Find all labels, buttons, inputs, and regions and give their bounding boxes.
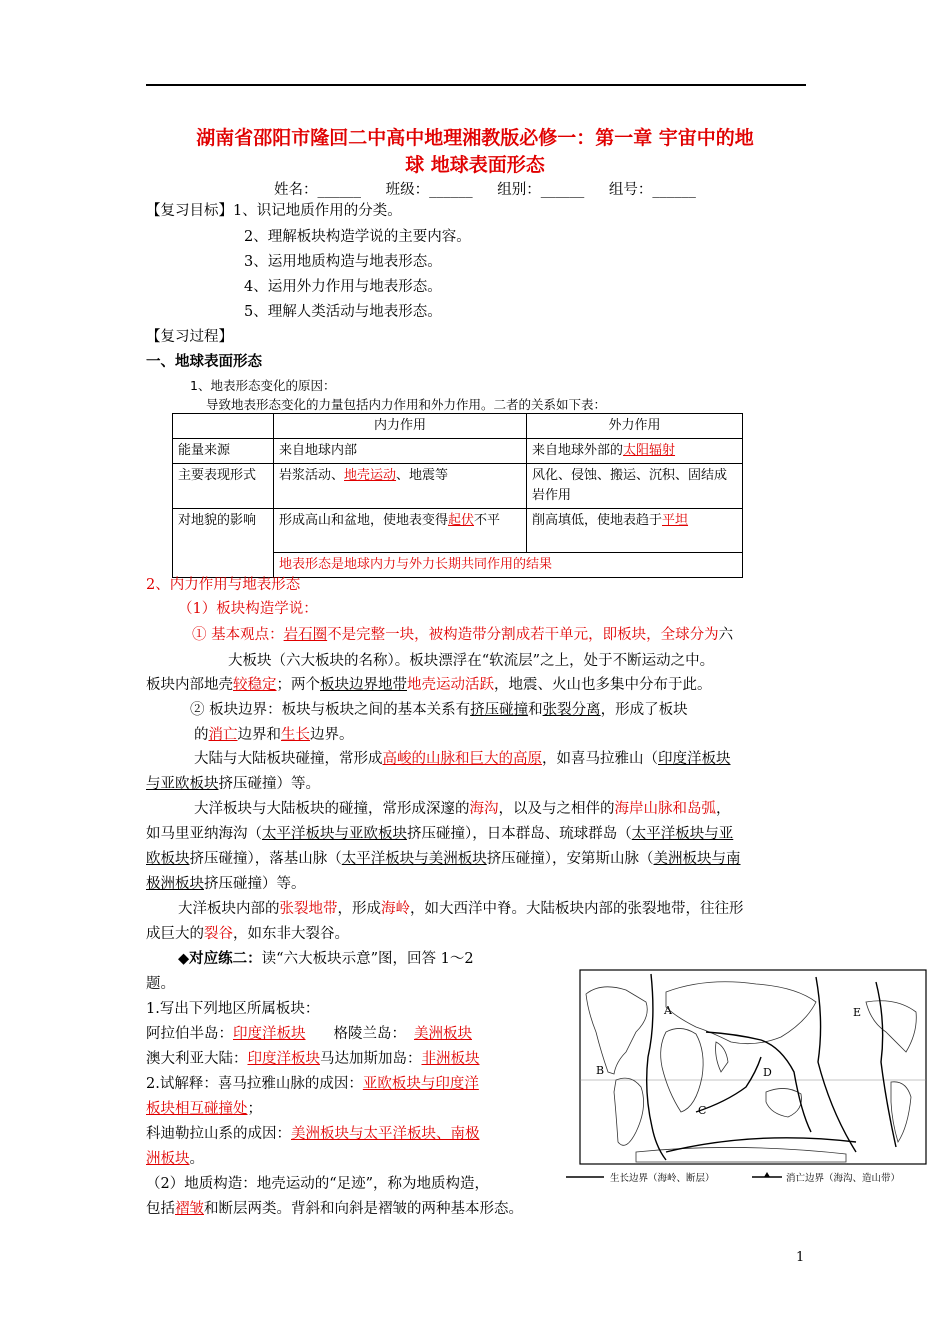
exercise-answer-line: 板块相互碰撞处； [146, 1101, 262, 1117]
answer-text: 美洲板块 [414, 1026, 472, 1042]
paragraph-line: 大陆与大陆板块碰撞，常形成高峻的山脉和巨大的高原，如喜马拉雅山（印度洋板块 [194, 751, 731, 767]
plate-label-b: B [596, 1064, 605, 1077]
process-label: 【复习过程】 [146, 329, 233, 345]
answer-text: 洲板块 [146, 1151, 190, 1167]
inner-cell: 来自地球内部 [274, 439, 527, 464]
plate-map [556, 962, 932, 1192]
exercise-answer-line: 2.试解释：喜马拉雅山脉的成因：亚欧板块与印度洋 [146, 1076, 479, 1092]
outer-cell: 风化、侵蚀、搬运、沉积、固结成岩作用 [527, 464, 743, 509]
table-footer: 地表形态是地球内力与外力长期共同作用的结果 [274, 553, 743, 578]
paragraph-line: 大洋板块内部的张裂地带，形成海岭，如大西洋中脊。大陆板块内部的张裂地带，往往形 [178, 901, 744, 917]
row-label: 能量来源 [173, 439, 274, 464]
goal-item: 5、理解人类活动与地表形态。 [244, 304, 442, 320]
answer-text: 印度洋板块 [247, 1051, 320, 1067]
outer-cell: 来自地球外部的太阳辐射 [527, 439, 743, 464]
table-row [173, 439, 743, 464]
group-field[interactable]: 组别：______ [497, 182, 585, 198]
legend-subduction-arrow [764, 1172, 770, 1177]
section2-sub1: （1）板块构造学说： [178, 601, 318, 617]
outer-cell: 削高填低，使地表趋于平坦 [527, 509, 743, 553]
table-header-row [173, 414, 743, 439]
answer-text: 生长 [281, 727, 310, 743]
paragraph-line: 欧板块挤压碰撞），落基山脉（太平洋板块与美洲板块挤压碰撞），安第斯山脉（美洲板块与南 [146, 851, 741, 867]
exercise-answer-line: 澳大利亚大陆：印度洋板块马达加斯加岛：非洲板块 [146, 1051, 480, 1067]
exercise-answer-line: 阿拉伯半岛：印度洋板块 格陵兰岛： 美洲板块 [146, 1026, 472, 1042]
page-number: 1 [796, 1250, 805, 1265]
paragraph-line: 如马里亚纳海沟（太平洋板块与亚欧板块挤压碰撞），日本群岛、琉球群岛（太平洋板块与亚 [146, 826, 734, 842]
answer-text: 亚欧板块与印度洋 [362, 1076, 479, 1092]
exercise-q1: 1.写出下列地区所属板块： [146, 1001, 320, 1017]
paragraph-line: ① 基本观点：岩石圈不是完整一块，被构造带分割成若干单元，即板块，全球分为六 [192, 627, 734, 643]
goals-line-1 [146, 200, 810, 222]
plate-label-e: E [853, 1006, 862, 1019]
plate-label-a: A [664, 1004, 672, 1017]
paragraph-line: 板块内部地壳较稳定；两个板块边界地带地壳运动活跃，地震、火山也多集中分布于此。 [146, 677, 712, 693]
goal-item: 3、运用地质构造与地表形态。 [244, 254, 442, 270]
goals-label: 【复习目标】 [146, 203, 233, 219]
answer-text: 平坦 [662, 513, 689, 528]
answer-text: 地壳运动 [344, 468, 397, 483]
plate-label-c: C [698, 1104, 707, 1117]
answer-text: 褶皱 [175, 1201, 204, 1217]
paragraph-line: 的消亡边界和生长边界。 [194, 727, 354, 743]
exercise-answer-line: 科迪勒拉山系的成因：美洲板块与太平洋板块、南极 [146, 1126, 480, 1142]
class-field[interactable]: 班级：______ [385, 182, 473, 198]
table-header-cell [173, 414, 274, 439]
paragraph-line: 成巨大的裂谷，如东非大裂谷。 [146, 926, 349, 942]
exercise-title: ◆对应练二：读“六大板块示意”图，回答 1～2 [178, 950, 474, 967]
section1-sub1: 1、地表形态变化的原因： [190, 378, 336, 393]
page-title-line1: 湖南省邵阳市隆回二中高中地理湘教版必修一：第一章 宇宙中的地 [196, 127, 754, 149]
legend-subduction-text: 消亡边界（海沟、造山带） [786, 1173, 901, 1184]
goal-item: 2、理解板块构造学说的主要内容。 [244, 229, 471, 245]
structure-line1: （2）地质构造：地壳运动的“足迹”，称为地质构造， [146, 1176, 490, 1192]
inner-cell: 形成高山和盆地，使地表变得起伏不平 [274, 509, 527, 553]
name-field[interactable]: 姓名：______ [274, 182, 361, 198]
structure-line2: 包括褶皱和断层两类。背斜和向斜是褶皱的两种基本形态。 [146, 1201, 523, 1217]
number-field[interactable]: 组号：______ [608, 182, 696, 198]
exercise-answer-line: 洲板块。 [146, 1151, 204, 1167]
answer-text: 太阳辐射 [623, 443, 676, 458]
answer-text: 美洲板块与太平洋板块、南极 [291, 1126, 480, 1142]
goal-item: 4、运用外力作用与地表形态。 [244, 279, 442, 295]
paragraph-line: ② 板块边界：板块与板块之间的基本关系有挤压碰撞和张裂分离，形成了板块 [190, 702, 688, 718]
top-rule [146, 84, 806, 86]
page-title-line2: 球 地球表面形态 [405, 154, 545, 176]
exercise-title-line2: 题。 [146, 976, 175, 992]
table-header-cell: 外力作用 [527, 414, 743, 439]
map-frame [580, 970, 926, 1164]
forces-table [172, 413, 743, 578]
table-row [173, 464, 743, 509]
paragraph-line: 极洲板块挤压碰撞）等。 [146, 876, 306, 892]
section1-heading: 一、地球表面形态 [146, 354, 262, 370]
section2-heading: 2、内力作用与地表形态 [146, 577, 301, 593]
inner-cell: 岩浆活动、地壳运动、地震等 [274, 464, 527, 509]
paragraph-line: 与亚欧板块挤压碰撞）等。 [146, 776, 320, 792]
answer-text: 消亡 [208, 727, 238, 743]
answer-text: 板块相互碰撞处 [146, 1101, 248, 1117]
answer-text: 非洲板块 [421, 1051, 480, 1067]
table-header-cell: 内力作用 [274, 414, 527, 439]
answer-text: 印度洋板块 [233, 1026, 306, 1042]
row-label: 主要表现形式 [173, 464, 274, 509]
answer-text: 岩石圈 [283, 627, 328, 643]
student-info [274, 178, 716, 199]
legend-growth-text: 生长边界（海岭、断层） [610, 1173, 715, 1184]
table-row [173, 509, 743, 553]
section1-sub1-desc: 导致地表形态变化的力量包括内力作用和外力作用。二者的关系如下表： [206, 397, 607, 412]
answer-text: 较稳定 [233, 677, 277, 693]
paragraph-line: 大板块（六大板块的名称）。板块漂浮在“软流层”之上，处于不断运动之中。 [228, 653, 715, 669]
paragraph-line: 大洋板块与大陆板块的碰撞，常形成深邃的海沟，以及与之相伴的海岸山脉和岛弧， [194, 801, 731, 817]
goal-item: 1、识记地质作用的分类。 [233, 203, 402, 219]
row-label: 对地貌的影响 [173, 509, 274, 578]
answer-text: 起伏 [448, 513, 475, 528]
plate-label-d: D [763, 1066, 772, 1079]
